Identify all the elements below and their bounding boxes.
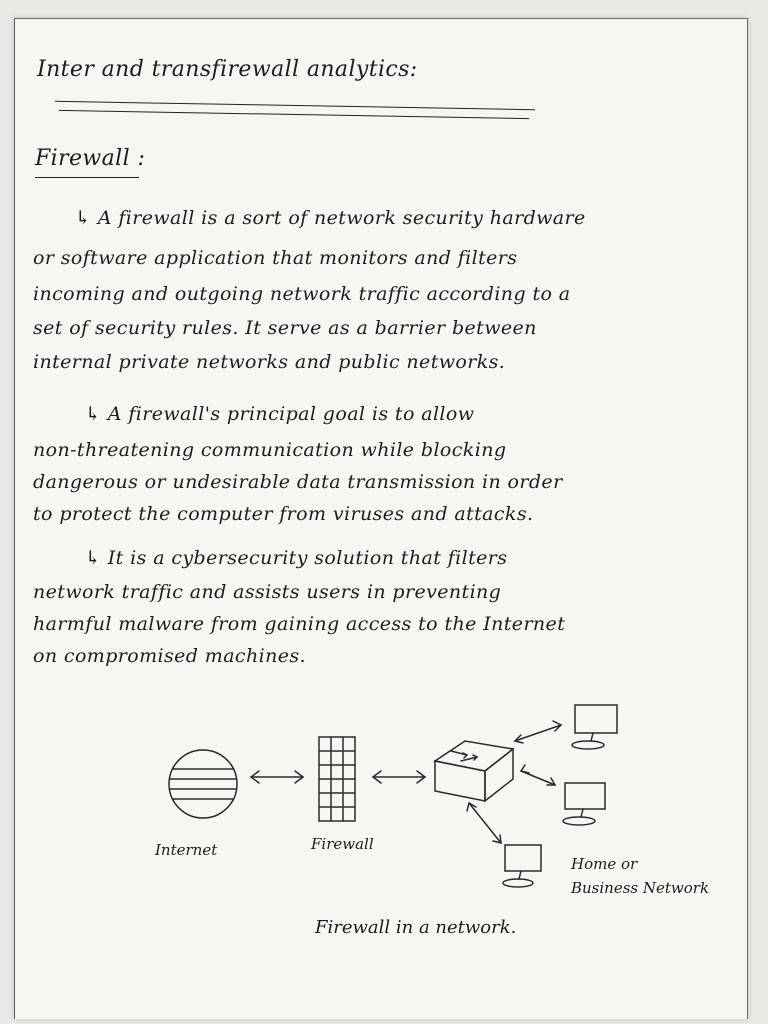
double-arrow-icon	[467, 803, 501, 843]
computer-icon	[503, 845, 541, 887]
double-arrow-icon	[515, 721, 561, 743]
paragraph-2-line-2: non-threatening communication while blocking	[33, 439, 507, 461]
firewall-network-diagram	[15, 679, 747, 999]
router-icon	[435, 741, 513, 801]
firewall-wall-icon	[319, 737, 355, 821]
paragraph-3-line-2: network traffic and assists users in preventing	[33, 581, 502, 603]
computer-icon	[572, 705, 617, 749]
double-arrow-icon	[521, 765, 555, 785]
computer-icon	[563, 783, 605, 825]
paragraph-1-line-3: incoming and outgoing network traffic according to a	[33, 283, 571, 305]
section-heading: Firewall :	[35, 146, 146, 171]
double-arrow-icon	[373, 771, 425, 783]
network-label-line2: Business Network	[571, 879, 710, 897]
double-arrow-icon	[251, 771, 303, 783]
paragraph-3-line-4: on compromised machines.	[33, 645, 306, 667]
diagram-caption: Firewall in a network.	[315, 917, 517, 938]
paragraph-2-line-1: ↳ A firewall's principal goal is to allow	[85, 403, 475, 425]
paragraph-2-line-4: to protect the computer from viruses and attacks.	[33, 503, 534, 525]
page-title: Inter and transfirewall analytics:	[37, 57, 418, 82]
paragraph-1-line-5: internal private networks and public networks.	[33, 351, 506, 373]
heading-underline	[35, 177, 139, 178]
notebook-page	[14, 18, 748, 1019]
title-underline	[59, 110, 529, 119]
paragraph-1-line-4: set of security rules. It serve as a barrier between	[33, 317, 537, 339]
paragraph-1-line-1: ↳ A firewall is a sort of network security hardware	[75, 207, 586, 229]
paragraph-3-line-3: harmful malware from gaining access to the Internet	[33, 613, 566, 635]
network-label-line1: Home or	[571, 855, 638, 873]
paragraph-1-line-2: or software application that monitors and filters	[33, 247, 518, 269]
firewall-label: Firewall	[311, 835, 374, 853]
paragraph-2-line-3: dangerous or undesirable data transmission in order	[33, 471, 563, 493]
title-underline	[55, 101, 535, 110]
paragraph-3-line-1: ↳ It is a cybersecurity solution that filters	[85, 547, 508, 569]
internet-globe-icon	[169, 750, 237, 818]
internet-label: Internet	[155, 841, 218, 859]
